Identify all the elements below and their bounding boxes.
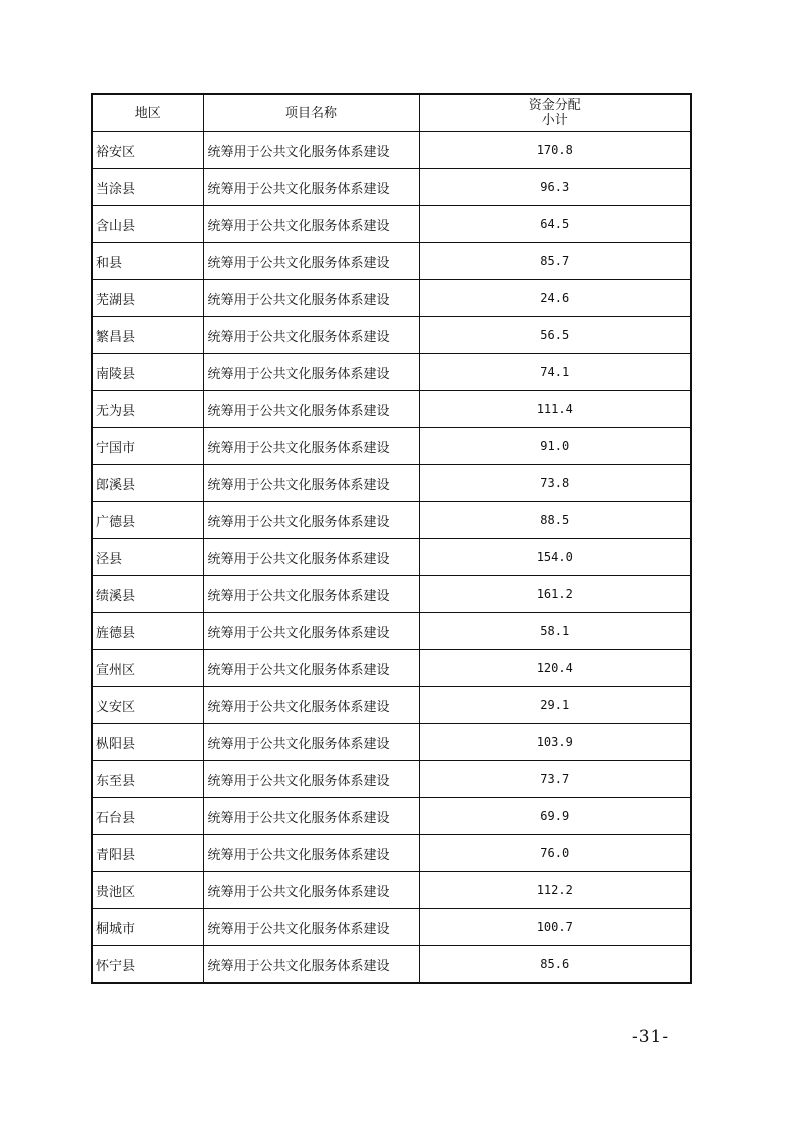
table-body <box>92 132 691 984</box>
amount-cell: 100.7 <box>419 909 691 946</box>
allocation-table-container <box>91 93 690 984</box>
region-cell: 当涂县 <box>92 169 203 206</box>
project-name-cell: 统筹用于公共文化服务体系建设 <box>203 169 419 206</box>
table-row <box>92 613 691 650</box>
amount-cell: 88.5 <box>419 502 691 539</box>
project-name-cell: 统筹用于公共文化服务体系建设 <box>203 613 419 650</box>
allocation-table <box>91 93 692 984</box>
amount-cell: 73.7 <box>419 761 691 798</box>
table-row <box>92 465 691 502</box>
table-row <box>92 835 691 872</box>
amount-cell: 73.8 <box>419 465 691 502</box>
region-cell: 怀宁县 <box>92 946 203 984</box>
table-row <box>92 354 691 391</box>
table-row <box>92 243 691 280</box>
table-row <box>92 391 691 428</box>
table-row <box>92 909 691 946</box>
region-cell: 贵池区 <box>92 872 203 909</box>
amount-cell: 58.1 <box>419 613 691 650</box>
project-name-cell: 统筹用于公共文化服务体系建设 <box>203 280 419 317</box>
project-name-cell: 统筹用于公共文化服务体系建设 <box>203 650 419 687</box>
amount-cell: 85.6 <box>419 946 691 984</box>
header-project: 项目名称 <box>203 94 419 132</box>
region-cell: 芜湖县 <box>92 280 203 317</box>
project-name-cell: 统筹用于公共文化服务体系建设 <box>203 798 419 835</box>
project-name-cell: 统筹用于公共文化服务体系建设 <box>203 391 419 428</box>
project-name-cell: 统筹用于公共文化服务体系建设 <box>203 946 419 984</box>
header-amount-line2: 小计 <box>541 113 568 128</box>
amount-cell: 24.6 <box>419 280 691 317</box>
table-row <box>92 169 691 206</box>
amount-cell: 112.2 <box>419 872 691 909</box>
amount-cell: 76.0 <box>419 835 691 872</box>
region-cell: 青阳县 <box>92 835 203 872</box>
project-name-cell: 统筹用于公共文化服务体系建设 <box>203 835 419 872</box>
project-name-cell: 统筹用于公共文化服务体系建设 <box>203 872 419 909</box>
header-row <box>92 94 691 132</box>
page-number: -31- <box>632 1027 670 1047</box>
region-cell: 绩溪县 <box>92 576 203 613</box>
header-amount <box>419 94 691 132</box>
amount-cell: 96.3 <box>419 169 691 206</box>
project-name-cell: 统筹用于公共文化服务体系建设 <box>203 354 419 391</box>
region-cell: 东至县 <box>92 761 203 798</box>
amount-cell: 29.1 <box>419 687 691 724</box>
table-header <box>92 94 691 132</box>
table-row <box>92 761 691 798</box>
project-name-cell: 统筹用于公共文化服务体系建设 <box>203 317 419 354</box>
table-row <box>92 798 691 835</box>
project-name-cell: 统筹用于公共文化服务体系建设 <box>203 909 419 946</box>
region-cell: 无为县 <box>92 391 203 428</box>
table-row <box>92 539 691 576</box>
amount-cell: 103.9 <box>419 724 691 761</box>
region-cell: 南陵县 <box>92 354 203 391</box>
amount-cell: 74.1 <box>419 354 691 391</box>
amount-cell: 91.0 <box>419 428 691 465</box>
project-name-cell: 统筹用于公共文化服务体系建设 <box>203 576 419 613</box>
region-cell: 石台县 <box>92 798 203 835</box>
amount-cell: 161.2 <box>419 576 691 613</box>
region-cell: 宣州区 <box>92 650 203 687</box>
table-row <box>92 872 691 909</box>
region-cell: 广德县 <box>92 502 203 539</box>
project-name-cell: 统筹用于公共文化服务体系建设 <box>203 724 419 761</box>
project-name-cell: 统筹用于公共文化服务体系建设 <box>203 465 419 502</box>
project-name-cell: 统筹用于公共文化服务体系建设 <box>203 132 419 169</box>
project-name-cell: 统筹用于公共文化服务体系建设 <box>203 206 419 243</box>
table-row <box>92 428 691 465</box>
table-row <box>92 317 691 354</box>
amount-cell: 56.5 <box>419 317 691 354</box>
region-cell: 泾县 <box>92 539 203 576</box>
region-cell: 含山县 <box>92 206 203 243</box>
table-row <box>92 280 691 317</box>
region-cell: 义安区 <box>92 687 203 724</box>
amount-cell: 111.4 <box>419 391 691 428</box>
amount-cell: 120.4 <box>419 650 691 687</box>
region-cell: 和县 <box>92 243 203 280</box>
region-cell: 繁昌县 <box>92 317 203 354</box>
project-name-cell: 统筹用于公共文化服务体系建设 <box>203 502 419 539</box>
amount-cell: 64.5 <box>419 206 691 243</box>
table-row <box>92 946 691 984</box>
project-name-cell: 统筹用于公共文化服务体系建设 <box>203 761 419 798</box>
region-cell: 裕安区 <box>92 132 203 169</box>
table-row <box>92 206 691 243</box>
amount-cell: 69.9 <box>419 798 691 835</box>
table-row <box>92 502 691 539</box>
project-name-cell: 统筹用于公共文化服务体系建设 <box>203 539 419 576</box>
region-cell: 旌德县 <box>92 613 203 650</box>
table-row <box>92 687 691 724</box>
project-name-cell: 统筹用于公共文化服务体系建设 <box>203 243 419 280</box>
project-name-cell: 统筹用于公共文化服务体系建设 <box>203 687 419 724</box>
header-amount-line1: 资金分配 <box>528 98 581 113</box>
table-row <box>92 132 691 169</box>
region-cell: 桐城市 <box>92 909 203 946</box>
table-row <box>92 650 691 687</box>
amount-cell: 154.0 <box>419 539 691 576</box>
amount-cell: 85.7 <box>419 243 691 280</box>
region-cell: 郎溪县 <box>92 465 203 502</box>
region-cell: 宁国市 <box>92 428 203 465</box>
header-region: 地区 <box>92 94 203 132</box>
table-row <box>92 724 691 761</box>
amount-cell: 170.8 <box>419 132 691 169</box>
project-name-cell: 统筹用于公共文化服务体系建设 <box>203 428 419 465</box>
table-row <box>92 576 691 613</box>
region-cell: 枞阳县 <box>92 724 203 761</box>
